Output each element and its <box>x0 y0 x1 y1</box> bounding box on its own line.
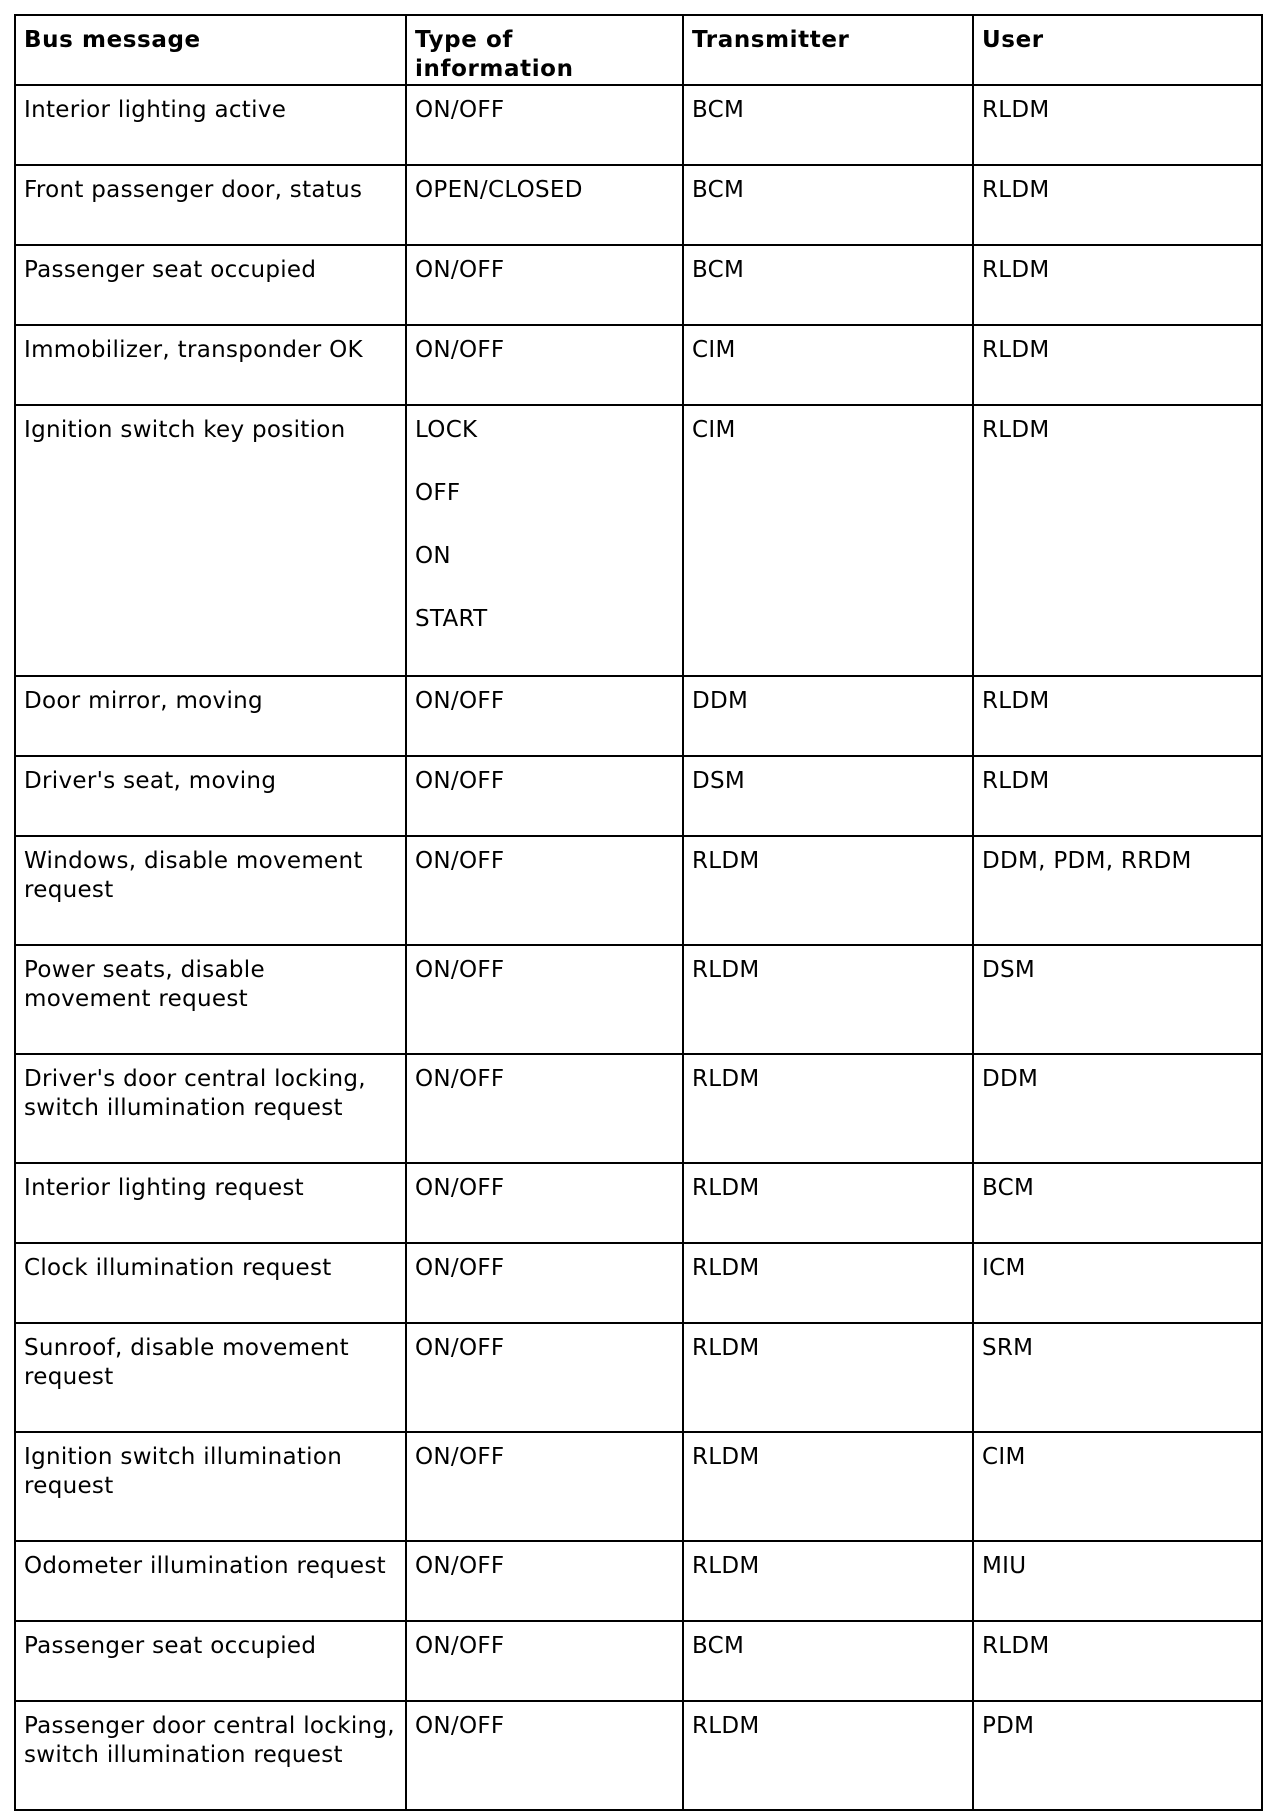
cell-user: BCM <box>973 1163 1262 1243</box>
cell-transmitter: RLDM <box>683 1541 973 1621</box>
cell-bus-message: Ignition switch illumination request <box>15 1432 406 1541</box>
header-transmitter: Transmitter <box>683 15 973 85</box>
cell-bus-message: Ignition switch key position <box>15 405 406 676</box>
type-option: OFF <box>415 480 461 506</box>
cell-transmitter: BCM <box>683 85 973 165</box>
cell-transmitter: CIM <box>683 325 973 405</box>
cell-bus-message: Interior lighting request <box>15 1163 406 1243</box>
cell-transmitter: RLDM <box>683 1432 973 1541</box>
table-row <box>15 1701 1262 1810</box>
cell-type: ON/OFF <box>406 836 683 945</box>
cell-type: OPEN/CLOSED <box>406 165 683 245</box>
table-row <box>15 1243 1262 1323</box>
cell-bus-message: Power seats, disable movement request <box>15 945 406 1054</box>
cell-user: DDM, PDM, RRDM <box>973 836 1262 945</box>
table-row <box>15 1432 1262 1541</box>
cell-bus-message: Interior lighting active <box>15 85 406 165</box>
cell-user: RLDM <box>973 676 1262 756</box>
table-row <box>15 836 1262 945</box>
cell-type: ON/OFF <box>406 1054 683 1163</box>
table-row <box>15 945 1262 1054</box>
cell-type: ON/OFF <box>406 1541 683 1621</box>
cell-user: CIM <box>973 1432 1262 1541</box>
cell-user: ICM <box>973 1243 1262 1323</box>
cell-transmitter: RLDM <box>683 945 973 1054</box>
cell-type: ON/OFF <box>406 945 683 1054</box>
type-option: LOCK <box>415 417 478 443</box>
cell-type <box>406 405 683 676</box>
cell-bus-message: Front passenger door, status <box>15 165 406 245</box>
cell-bus-message: Immobilizer, transponder OK <box>15 325 406 405</box>
cell-user: PDM <box>973 1701 1262 1810</box>
cell-transmitter: RLDM <box>683 1054 973 1163</box>
cell-transmitter: RLDM <box>683 836 973 945</box>
cell-bus-message: Passenger seat occupied <box>15 245 406 325</box>
cell-user: SRM <box>973 1323 1262 1432</box>
cell-type: ON/OFF <box>406 1243 683 1323</box>
cell-user: RLDM <box>973 165 1262 245</box>
cell-user: RLDM <box>973 405 1262 676</box>
cell-bus-message: Passenger seat occupied <box>15 1621 406 1701</box>
cell-bus-message: Sunroof, disable movement request <box>15 1323 406 1432</box>
table-header-row <box>15 15 1262 85</box>
bus-message-table <box>14 14 1263 1811</box>
type-option: ON <box>415 543 451 569</box>
cell-type: ON/OFF <box>406 756 683 836</box>
cell-type: ON/OFF <box>406 1163 683 1243</box>
header-type-of-information: Type of information <box>406 15 683 85</box>
cell-user: DSM <box>973 945 1262 1054</box>
table-row <box>15 756 1262 836</box>
cell-bus-message: Door mirror, moving <box>15 676 406 756</box>
cell-transmitter: BCM <box>683 165 973 245</box>
cell-bus-message: Windows, disable movement request <box>15 836 406 945</box>
cell-user: RLDM <box>973 1621 1262 1701</box>
cell-bus-message: Passenger door central locking, switch illumination request <box>15 1701 406 1810</box>
cell-type: ON/OFF <box>406 676 683 756</box>
cell-bus-message: Driver's seat, moving <box>15 756 406 836</box>
cell-type: ON/OFF <box>406 1701 683 1810</box>
cell-transmitter: RLDM <box>683 1163 973 1243</box>
table-row <box>15 1163 1262 1243</box>
cell-type: ON/OFF <box>406 1432 683 1541</box>
header-bus-message: Bus message <box>15 15 406 85</box>
table-row <box>15 85 1262 165</box>
cell-user: DDM <box>973 1054 1262 1163</box>
cell-transmitter: DSM <box>683 756 973 836</box>
cell-bus-message: Driver's door central locking, switch illumination request <box>15 1054 406 1163</box>
cell-transmitter: CIM <box>683 405 973 676</box>
type-option: START <box>415 606 488 632</box>
cell-type: ON/OFF <box>406 1323 683 1432</box>
cell-transmitter: RLDM <box>683 1243 973 1323</box>
cell-type: ON/OFF <box>406 245 683 325</box>
cell-type: ON/OFF <box>406 325 683 405</box>
table-row <box>15 1541 1262 1621</box>
table-row <box>15 325 1262 405</box>
cell-user: RLDM <box>973 85 1262 165</box>
cell-transmitter: RLDM <box>683 1323 973 1432</box>
cell-type: ON/OFF <box>406 1621 683 1701</box>
cell-bus-message: Clock illumination request <box>15 1243 406 1323</box>
table-row <box>15 1621 1262 1701</box>
header-user: User <box>973 15 1262 85</box>
table-row <box>15 1323 1262 1432</box>
cell-transmitter: BCM <box>683 245 973 325</box>
cell-transmitter: DDM <box>683 676 973 756</box>
cell-bus-message: Odometer illumination request <box>15 1541 406 1621</box>
cell-transmitter: BCM <box>683 1621 973 1701</box>
cell-user: RLDM <box>973 325 1262 405</box>
table-row <box>15 245 1262 325</box>
cell-transmitter: RLDM <box>683 1701 973 1810</box>
table-row <box>15 676 1262 756</box>
cell-type: ON/OFF <box>406 85 683 165</box>
cell-user: RLDM <box>973 245 1262 325</box>
table-row <box>15 165 1262 245</box>
table-row <box>15 405 1262 676</box>
cell-user: RLDM <box>973 756 1262 836</box>
cell-user: MIU <box>973 1541 1262 1621</box>
table-row <box>15 1054 1262 1163</box>
